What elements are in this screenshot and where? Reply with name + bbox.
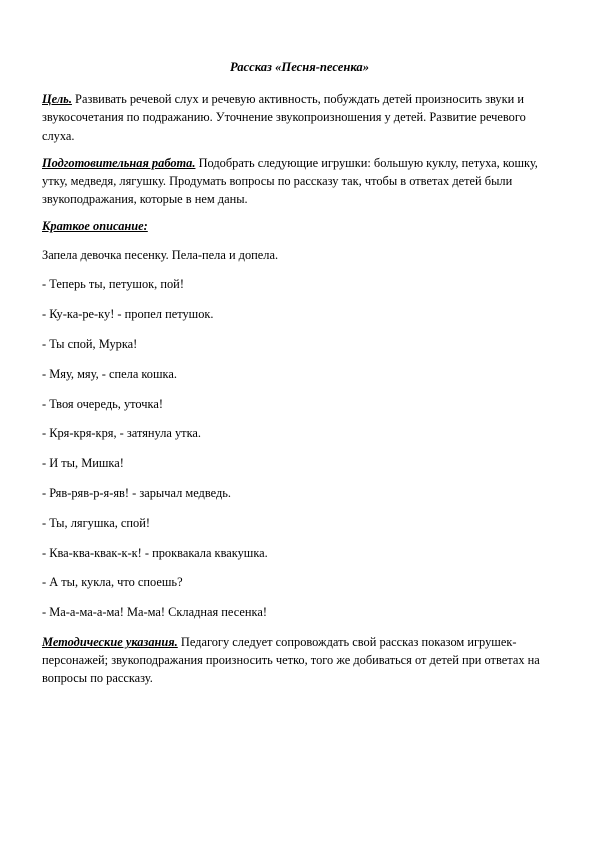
story-lines: [42, 246, 557, 622]
methodical-label: Методические указания.: [42, 634, 178, 649]
story-line: - Теперь ты, петушок, пой!: [42, 277, 184, 292]
document-title: Рассказ «Песня-песенка»: [230, 60, 369, 74]
story-line: - Мяу, мяу, - спела кошка.: [42, 366, 177, 381]
story-line: - Ма-а-ма-а-ма! Ма-ма! Складная песенка!: [42, 605, 267, 620]
story-line: - Ты, лягушка, спой!: [42, 515, 151, 530]
goal-text: Развивать речевой слух и речевую активность, побуждать детей произносить звуки и звукосочетания по подражанию. Уточнение звукопроизношения у детей. Развитие речевого слуха.: [42, 92, 526, 143]
methodical-text: Педагогу следует сопровождать свой рассказ показом игрушек-персонажей; звукоподражания произносить четко, того же добиваться от детей при ответах на вопросы по рассказу.: [42, 634, 540, 686]
goal-paragraph: [42, 90, 557, 145]
story-line: - Ква-ква-квак-к-к! - проквакала квакушка.: [42, 545, 268, 560]
story-line: - Ряв-ряв-р-я-яв! - зарычал медведь.: [42, 486, 232, 500]
preparation-paragraph: [42, 154, 557, 209]
story-line: - А ты, кукла, что споешь?: [42, 575, 183, 590]
document-page: [42, 58, 557, 697]
story-line: - Ку-ка-ре-ку! - пропел петушок.: [42, 307, 214, 322]
preparation-text: Подобрать следующие игрушки: большую куклу, петуха, кошку, утку, медведя, лягушку. Продумать вопросы по рассказу так, чтобы в ответах детей были звукоподражания, которые в нем даны.: [42, 155, 538, 207]
story-line: - Кря-кря-кря, - затянула утка.: [42, 426, 202, 441]
summary-heading: Краткое описание:: [42, 219, 148, 234]
goal-label: Цель.: [42, 92, 72, 107]
story-line: - Ты спой, Мурка!: [42, 337, 138, 352]
preparation-label: Подготовительная работа.: [42, 155, 196, 170]
story-line: Запела девочка песенку. Пела-пела и допела.: [42, 247, 279, 262]
story-line: - Твоя очередь, уточка!: [42, 396, 163, 411]
story-line: - И ты, Мишка!: [42, 456, 124, 471]
methodical-paragraph: [42, 633, 557, 688]
